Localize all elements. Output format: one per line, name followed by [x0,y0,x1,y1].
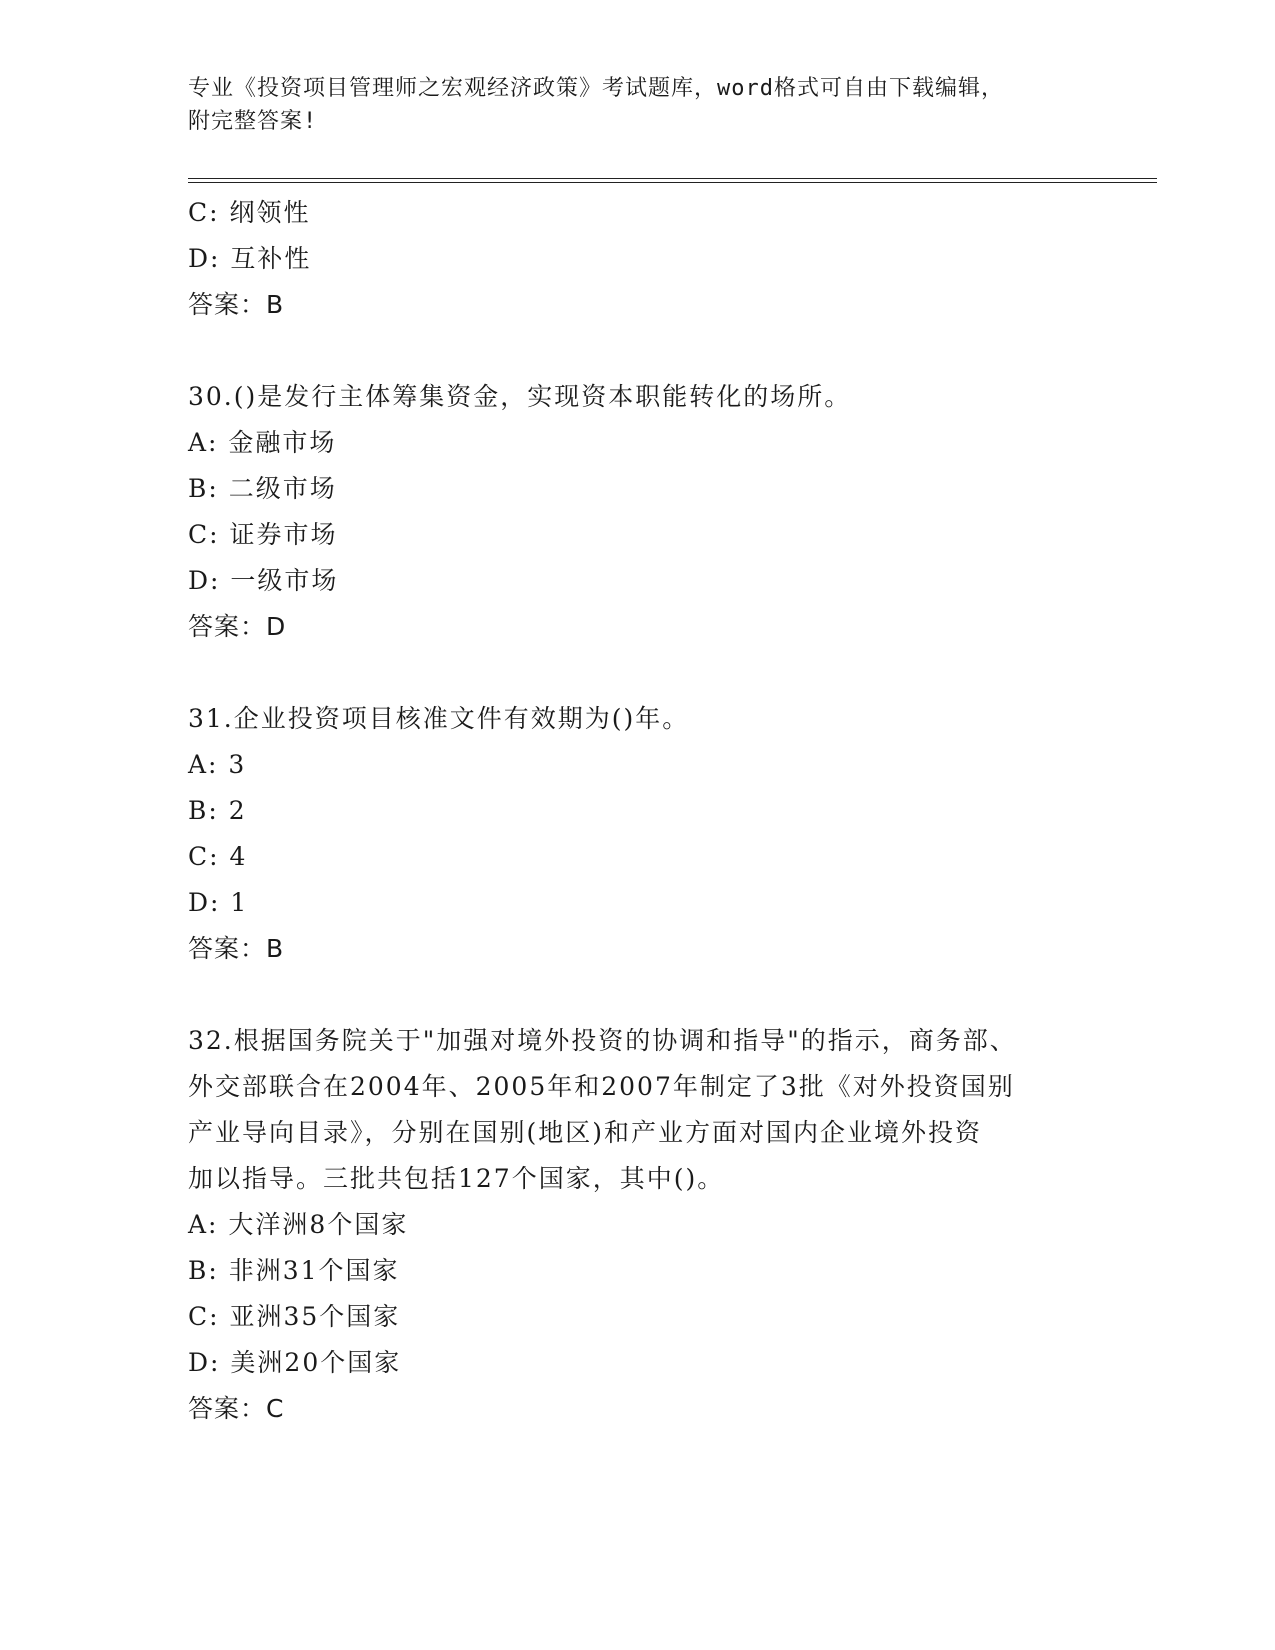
option-b: B: 非洲31个国家 [188,1256,400,1285]
option-d: D: 美洲20个国家 [188,1348,402,1377]
option-d: D: 1 [188,888,249,917]
spacer [188,650,1088,696]
answer-line: 答案：C [188,1394,285,1423]
question-31 [188,696,1088,972]
option-c: C: 4 [188,842,248,871]
option-c: C: 证券市场 [188,520,338,549]
document-header [188,72,1088,138]
option-c: C: 纲领性 [188,198,311,227]
option-a: A: 大洋洲8个国家 [188,1210,409,1239]
option-d: D: 一级市场 [188,566,339,595]
question-text: 30.()是发行主体筹集资金，实现资本职能转化的场所。 [188,382,852,411]
option-b: B: 2 [188,796,247,825]
header-divider [188,178,1157,183]
question-text: 31.企业投资项目核准文件有效期为()年。 [188,704,690,733]
question-text-line-2: 外交部联合在2004年、2005年和2007年制定了3批《对外投资国别 [188,1072,1015,1101]
question-list [188,190,1088,1432]
answer-line: 答案：B [188,290,285,319]
spacer [188,328,1088,374]
question-text-line-4: 加以指导。三批共包括127个国家，其中()。 [188,1164,725,1193]
question-text-line-1: 32.根据国务院关于"加强对境外投资的协调和指导"的指示，商务部、 [188,1026,1017,1055]
spacer [188,972,1088,1018]
question-29-continued [188,190,1088,328]
header-line-1: 专业《投资项目管理师之宏观经济政策》考试题库，word格式可自由下载编辑， [188,76,1004,101]
option-c: C: 亚洲35个国家 [188,1302,401,1331]
option-a: A: 金融市场 [188,428,337,457]
question-30 [188,374,1088,650]
question-32 [188,1018,1088,1432]
question-text-line-3: 产业导向目录》，分别在国别(地区)和产业方面对国内企业境外投资 [188,1118,983,1147]
option-d: D: 互补性 [188,244,312,273]
answer-line: 答案：D [188,612,287,641]
option-b: B: 二级市场 [188,474,337,503]
header-line-2: 附完整答案! [188,109,318,134]
answer-line: 答案：B [188,934,285,963]
option-a: A: 3 [188,750,247,779]
